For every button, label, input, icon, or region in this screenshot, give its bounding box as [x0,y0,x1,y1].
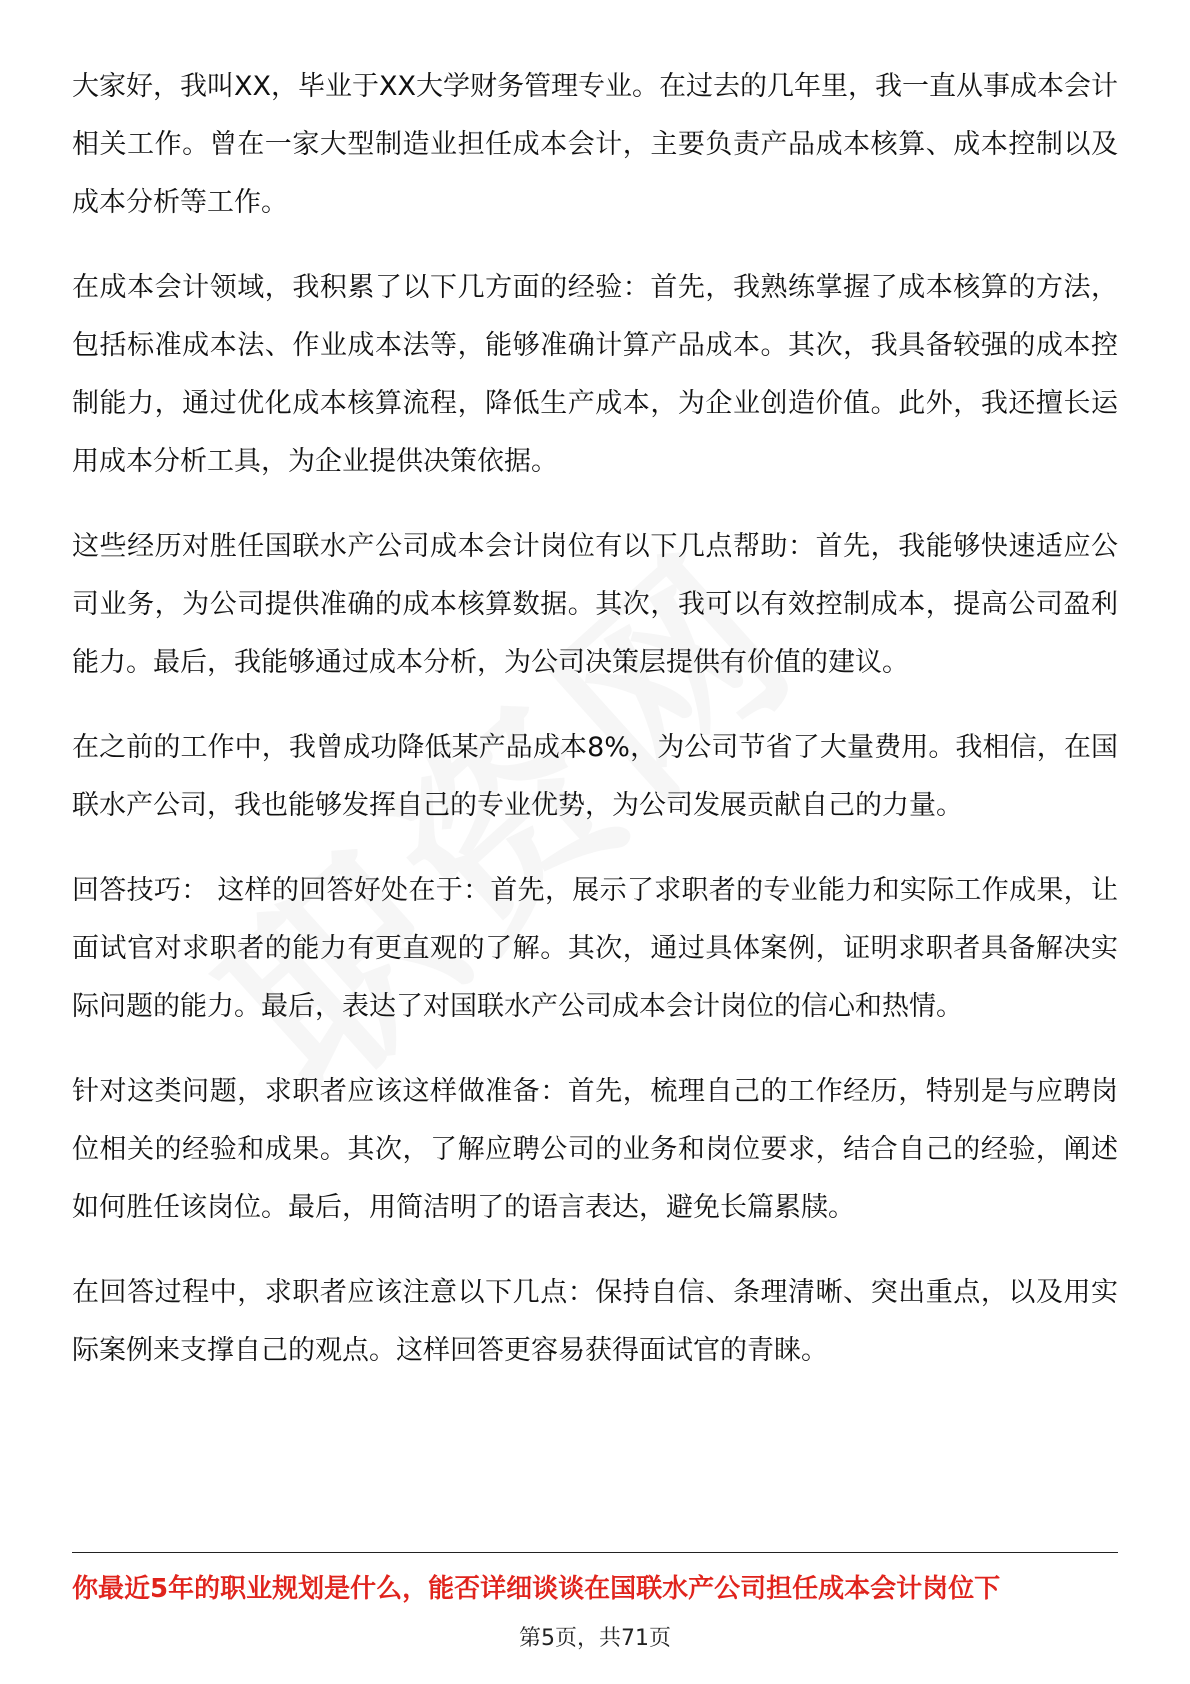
paragraph-achievement: 在之前的工作中，我曾成功降低某产品成本8%，为公司节省了大量费用。我相信，在国联水产公司，我也能够发挥自己的专业优势，为公司发展贡献自己的力量。 [72,732,1118,821]
section-divider [72,1552,1118,1553]
paragraph-benefits: 这些经历对胜任国联水产公司成本会计岗位有以下几点帮助：首先，我能够快速适应公司业务，为公司提供准确的成本核算数据。其次，我可以有效控制成本，提高公司盈利能力。最后，我能够通过成本分析，为公司决策层提供有价值的建议。 [72,531,1118,678]
paragraph-answer-tips: 回答技巧： 这样的回答好处在于：首先，展示了求职者的专业能力和实际工作成果，让面试官对求职者的能力有更直观的了解。其次，通过具体案例，证明求职者具备解决实际问题的能力。最后，表达了对国联水产公司成本会计岗位的信心和热情。 [72,875,1118,1022]
paragraph-experience: 在成本会计领域，我积累了以下几方面的经验：首先，我熟练掌握了成本核算的方法，包括标准成本法、作业成本法等，能够准确计算产品成本。其次，我具备较强的成本控制能力，通过优化成本核算流程，降低生产成本，为企业创造价值。此外，我还擅长运用成本分析工具，为企业提供决策依据。 [72,272,1118,477]
next-question-heading: 你最近5年的职业规划是什么，能否详细谈谈在国联水产公司担任成本会计岗位下 [72,1574,1001,1604]
page-number: 第5页，共71页 [519,1626,671,1651]
paragraph-attention: 在回答过程中，求职者应该注意以下几点：保持自信、条理清晰、突出重点，以及用实际案例来支撑自己的观点。这样回答更容易获得面试官的青睐。 [72,1277,1118,1366]
paragraph-preparation: 针对这类问题，求职者应该这样做准备：首先，梳理自己的工作经历，特别是与应聘岗位相关的经验和成果。其次，了解应聘公司的业务和岗位要求，结合自己的经验，阐述如何胜任该岗位。最后，用简洁明了的语言表达，避免长篇累牍。 [72,1076,1118,1223]
paragraph-intro: 大家好，我叫XX，毕业于XX大学财务管理专业。在过去的几年里，我一直从事成本会计相关工作。曾在一家大型制造业担任成本会计，主要负责产品成本核算、成本控制以及成本分析等工作。 [72,71,1118,218]
answer-body [72,58,1118,1407]
